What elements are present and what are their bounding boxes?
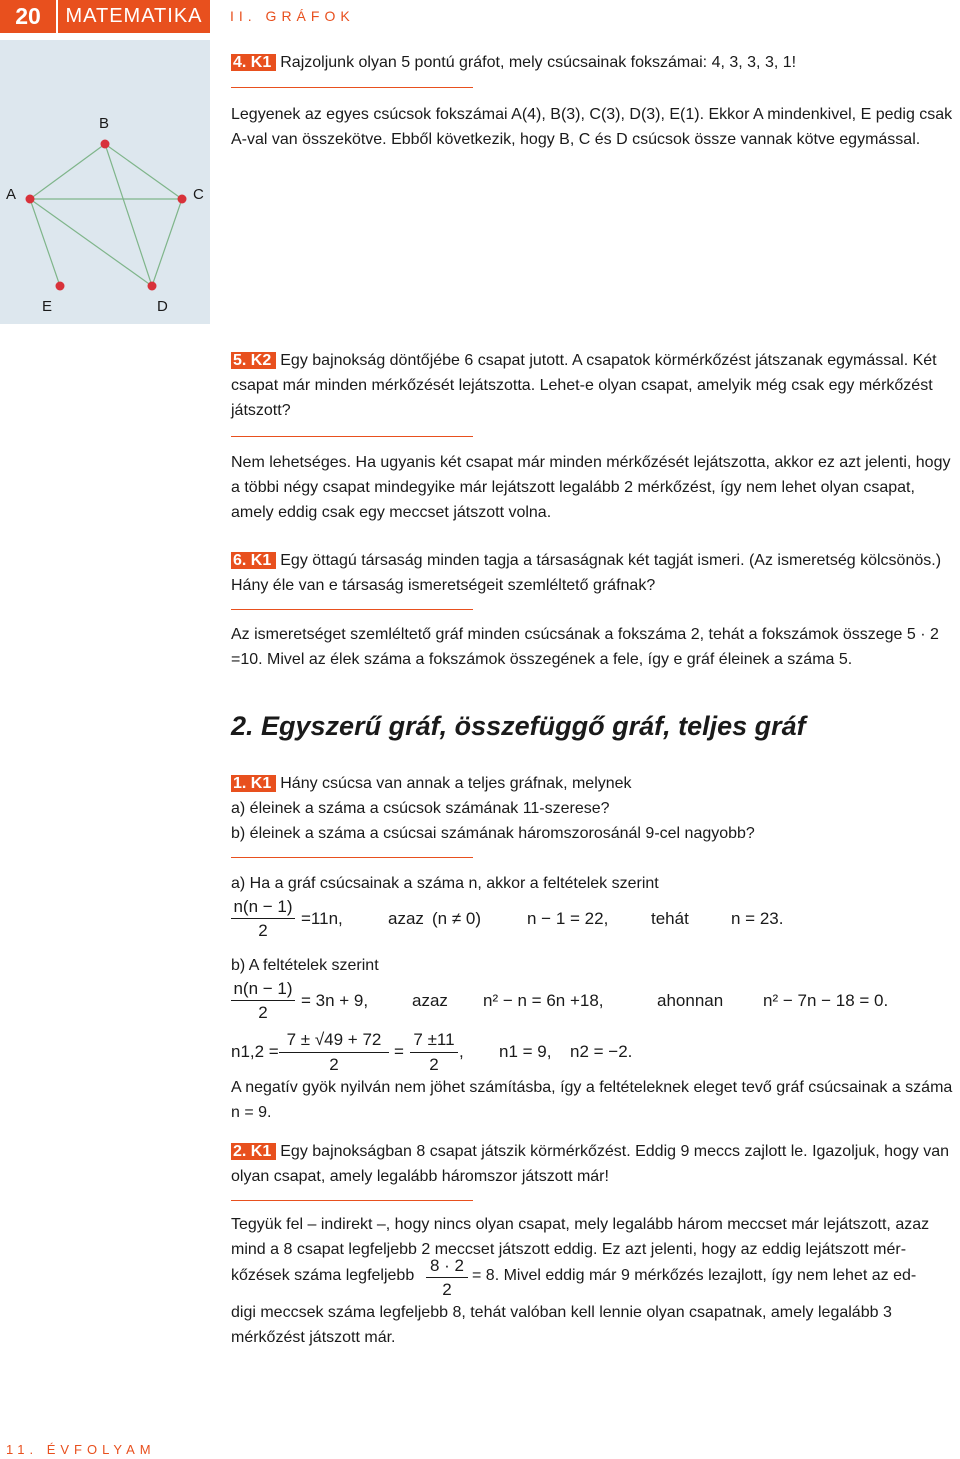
eq-c-numerator-1: 7 ± √49 + 72	[286, 1030, 382, 1049]
eq-c-lhs: n1,2 =	[231, 1042, 279, 1061]
s2-task-2-answer-post: = 8. Mivel eddig már 9 mérkőzés lezajlott, így nem lehet az ed-	[472, 1267, 917, 1284]
eq-c-equals: =	[394, 1042, 404, 1061]
page-number: 20	[0, 0, 56, 33]
question-text: Egy bajnokság döntőjébe 6 csapat jutott. A csapatok körmérkőzést játszanak egymással. Két csapat már minden mérkőzését lejátszotta. Lehet-e olyan csapat, amelyik még csak egy mérkőzést játszott?	[231, 352, 937, 419]
question-text: Egy bajnokságban 8 csapat játszik körmérkőzést. Eddig 9 meccs zajlott le. Igazoljuk, hogy van olyan csapat, amely legalább háromszor játszott már!	[231, 1143, 950, 1185]
s2-task-2-fraction-denominator: 2	[442, 1280, 452, 1299]
edge-b-d	[105, 144, 152, 286]
eq-a-numerator: n(n − 1)	[233, 897, 293, 916]
label-d: D	[157, 298, 168, 315]
s2-task-2-answer-pre: kőzések száma legfeljebb	[231, 1267, 415, 1284]
eq-c-numerator-2: 7 ±11	[413, 1030, 455, 1049]
task-4-answer: Legyenek az egyes csúcsok fokszámai A(4), B(3), C(3), D(3), E(1). Ekkor A mindenkivel, E pedig csak A-val van összekötve. Ebből következik, hogy B, C és D csúcsok össze vannak kötve egymással.	[231, 106, 953, 148]
task-badge: 6. K1	[231, 552, 276, 569]
task-5-question	[231, 348, 960, 423]
subject-label: MATEMATIKA	[58, 0, 210, 33]
eq-b-numerator: n(n − 1)	[233, 979, 293, 998]
s2-task-1-part-a: a) éleinek a száma a csúcsok számának 11-szerese?	[231, 800, 610, 817]
question-text: Rajzoljunk olyan 5 pontú gráfot, mely csúcsainak fokszámai: 4, 3, 3, 3, 1!	[280, 54, 797, 71]
eq-c-root-2: n2 = −2.	[570, 1042, 633, 1061]
fraction-bar	[426, 1277, 468, 1278]
eq-a-result: n = 23.	[731, 909, 784, 928]
edge-a-e	[30, 199, 60, 286]
eq-a-word2: tehát	[651, 909, 689, 928]
edge-a-b	[30, 144, 105, 199]
edge-c-d	[152, 199, 182, 286]
task-badge: 5. K2	[231, 352, 276, 369]
s2-task-1-conclusion: A negatív gyök nyilván nem jöhet számításba, így a feltételeknek eleget tevő gráf csúcsainak a száma n = 9.	[231, 1079, 953, 1121]
edge-a-d	[30, 199, 152, 286]
s2-task-2-answer-part-1: Tegyük fel – indirekt –, hogy nincs olyan csapat, mely legalább három meccset már lejátszott, azaz mind a 8 csapat legfeljebb 2 meccset játszott eddig. Ez azt jelenti, hogy az eddig lejátszott mér-	[231, 1216, 930, 1258]
vertex-c	[178, 195, 187, 204]
graph-diagram	[0, 40, 210, 324]
fraction-bar	[410, 1052, 458, 1053]
answer-b-intro: b) A feltételek szerint	[231, 957, 379, 974]
s2-task-2-question	[231, 1139, 960, 1189]
separator	[231, 436, 473, 437]
eq-b-denominator: 2	[258, 1003, 268, 1022]
fraction-bar	[279, 1052, 389, 1053]
eq-b-rhs: = 3n + 9,	[301, 991, 369, 1010]
eq-c-denominator-1: 2	[329, 1055, 339, 1074]
edge-b-c	[105, 144, 182, 199]
fraction-bar	[231, 1000, 295, 1001]
label-a: A	[6, 186, 17, 203]
eq-b-equation-1: n² − n = 6n +18,	[483, 991, 604, 1010]
eq-c-comma: ,	[459, 1042, 464, 1061]
eq-a-equation: n − 1 = 22,	[527, 909, 609, 928]
task-4-question	[231, 50, 960, 75]
question-text: Egy öttagú társaság minden tagja a társaságnak két tagját ismeri. (Az ismeretség kölcsönös.) Hány éle van e társaság ismeretségeit szemléltető gráfnak?	[231, 552, 942, 594]
s2-task-2-answer-part-3: digi meccsek száma legfeljebb 8, tehát valóban kell lennie olyan csapatnak, amely legalább 3 mérkőzést játszott már.	[231, 1304, 892, 1346]
section-title: 2. Egyszerű gráf, összefüggő gráf, teljes gráf	[231, 711, 806, 741]
task-badge: 4. K1	[231, 54, 276, 71]
eq-c-denominator-2: 2	[429, 1055, 439, 1074]
task-6-answer: Az ismeretséget szemléltető gráf minden csúcsának a fokszáma 2, tehát a fokszámok összege 5 · 2 =10. Mivel az élek száma a fokszámok összegének a fele, így e gráf éleinek a száma 5.	[231, 626, 939, 668]
task-6-question	[231, 548, 960, 598]
s2-task-2-fraction-numerator: 8 · 2	[429, 1256, 465, 1275]
label-c: C	[193, 186, 204, 203]
vertex-a	[26, 195, 35, 204]
vertex-e	[56, 282, 65, 291]
eq-b-equation-2: n² − 7n − 18 = 0.	[763, 991, 889, 1010]
s2-task-1-question	[231, 771, 960, 796]
label-e: E	[42, 298, 53, 315]
eq-a-condition: (n ≠ 0)	[432, 909, 482, 928]
s2-task-1-part-b: b) éleinek a száma a csúcsai számának háromszorosánál 9-cel nagyobb?	[231, 825, 755, 842]
fraction-bar	[231, 918, 295, 919]
eq-b-word1: azaz	[412, 991, 448, 1010]
eq-c-root-1: n1 = 9,	[499, 1042, 552, 1061]
eq-a-word1: azaz	[388, 909, 424, 928]
chapter-label: II. GRÁFOK	[230, 8, 355, 24]
separator	[231, 87, 473, 88]
footer-grade: 11. ÉVFOLYAM	[6, 1442, 156, 1457]
answer-a-intro: a) Ha a gráf csúcsainak a száma n, akkor a feltételek szerint	[231, 875, 659, 892]
task-5-answer: Nem lehetséges. Ha ugyanis két csapat már minden mérkőzését lejátszotta, akkor ez azt jelenti, hogy a többi négy csapat mindegyike már lejátszott legalább 2 mérkőzést, így nem lehet olyan csapat, amely eddig csak egy meccset játszott volna.	[231, 454, 951, 521]
eq-b-word2: ahonnan	[657, 991, 724, 1010]
question-text: Hány csúcsa van annak a teljes gráfnak, melynek	[280, 775, 632, 792]
eq-a-rhs: =11n,	[301, 909, 343, 928]
separator	[231, 609, 473, 610]
separator	[231, 1200, 473, 1201]
task-badge: 1. K1	[231, 775, 276, 792]
vertex-d	[148, 282, 157, 291]
eq-a-denominator: 2	[258, 921, 268, 940]
vertex-b	[101, 140, 110, 149]
graph-figure	[0, 40, 210, 324]
label-b: B	[99, 115, 110, 132]
separator	[231, 857, 473, 858]
task-badge: 2. K1	[231, 1143, 276, 1160]
